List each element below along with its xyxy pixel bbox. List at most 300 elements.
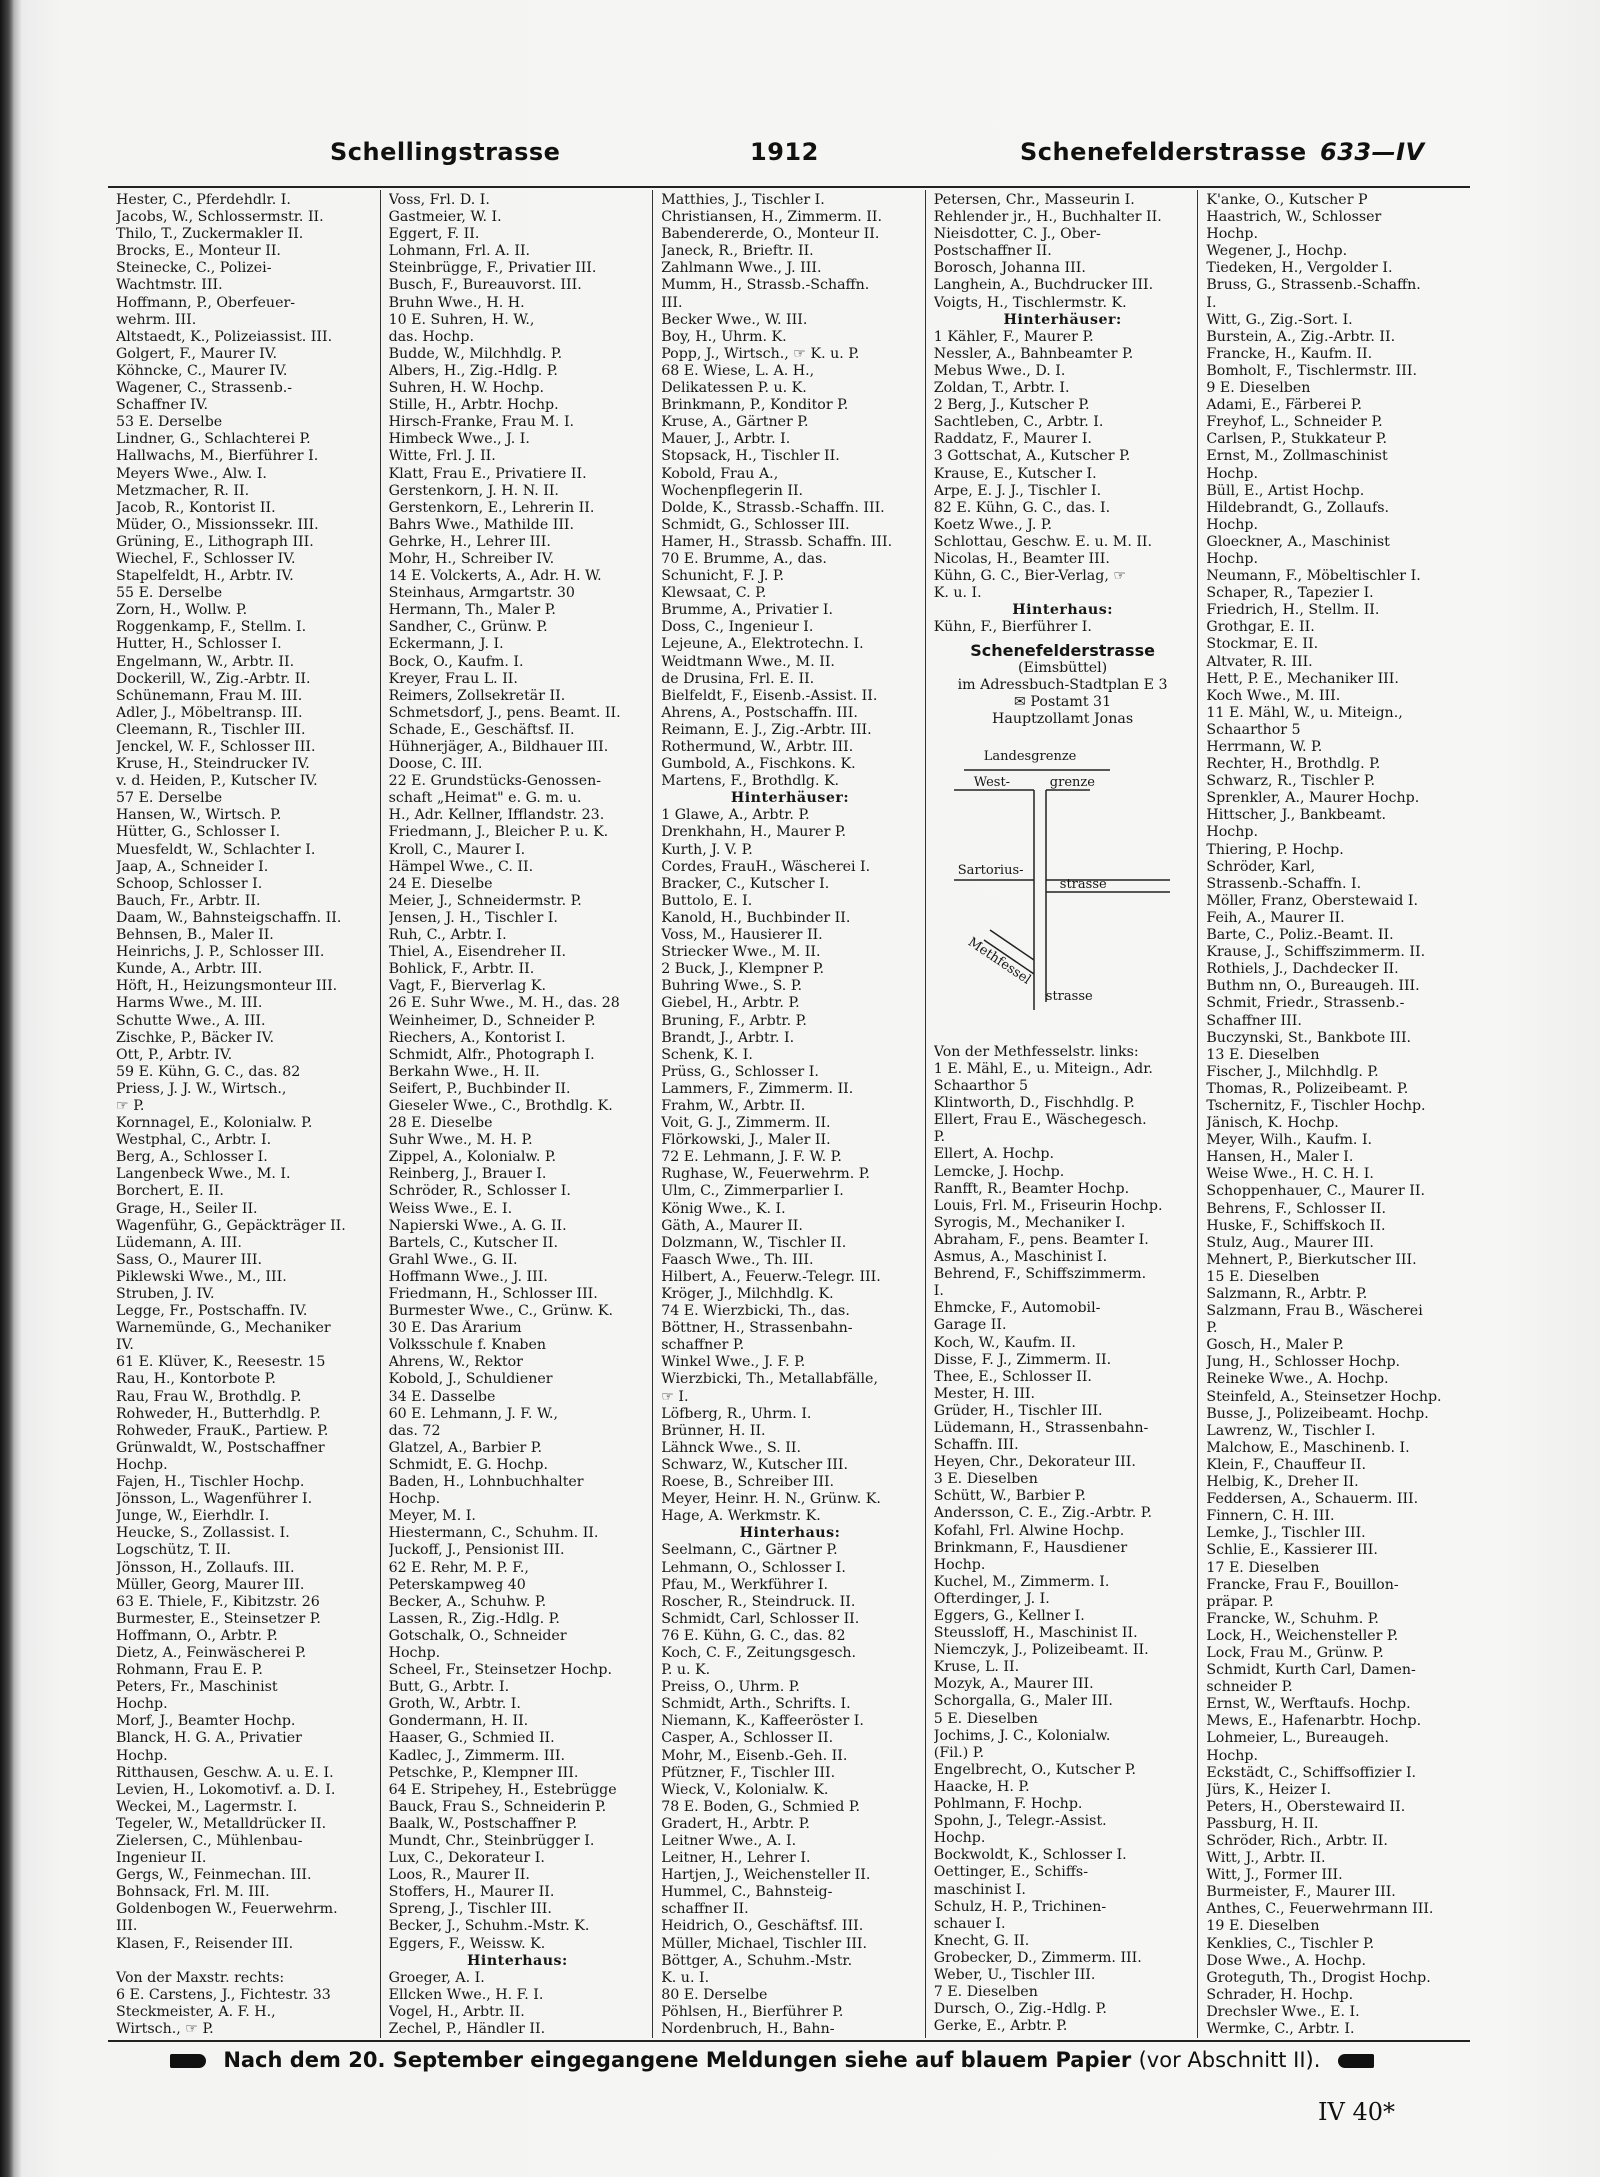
directory-entry: Witt, G., Zig.-Sort. I. [1206,311,1353,328]
street-section-entries [934,1044,1192,2035]
directory-entry: Barte, C., Poliz.-Beamt. II. [1206,927,1394,944]
directory-entry: Ahrens, A., Postschaffn. III. [661,704,858,721]
directory-entry: maschinist I. [933,1881,1026,1898]
directory-entry: Asmus, A., Maschinist I. [933,1249,1108,1266]
directory-entry: Leitner, H., Lehrer I. [661,1850,811,1867]
directory-entry: Feddersen, A., Schauerm. III. [1206,1491,1419,1508]
directory-entry: Freyhof, L., Schneider P. [1206,414,1383,431]
directory-entry: Wieck, V., Kolonialw. K. [661,1781,829,1798]
directory-entry: Goldenbogen W., Feuerwehrm. [116,1901,338,1918]
column-4 [925,190,1198,2038]
directory-entry: Pfau, M., Werkführer I. [661,1576,828,1593]
directory-entry: Kanold, H., Buchbinder II. [661,909,851,926]
directory-entry: Francke, H., Kaufm. II. [1206,345,1373,362]
directory-entry: Rechter, H., Brothdlg. P. [1206,756,1381,773]
directory-entry: Becker, A., Schuhw. P. [388,1593,547,1610]
directory-entry: Löfberg, R., Uhrm. I. [661,1405,812,1422]
header-street-left: Schellingstrasse [330,138,561,166]
directory-entry: Schmidt, Kurth Carl, Damen- [1206,1662,1416,1679]
directory-entry: P. [1206,1320,1218,1337]
directory-entry: Flörkowski, J., Maler II. [661,1132,831,1149]
directory-entry: Müder, O., Missionssekr. III. [116,516,319,533]
directory-entry: Riechers, A., Kontorist I. [388,1029,566,1046]
directory-entry: Kühn, F., Bierführer I. [933,619,1092,636]
directory-entry: Friedrich, H., Stellm. II. [1206,602,1380,619]
directory-entry: 10 E. Suhren, H. W., [388,311,535,328]
directory-entry: Kröger, J., Milchhdlg. K. [661,1286,834,1302]
directory-entry: Gerstenkorn, E., Lehrerin II. [388,499,595,516]
directory-entry: Tiedeken, H., Vergolder I. [1206,260,1393,277]
directory-entry: Mozyk, A., Maurer III. [933,1676,1094,1693]
directory-entry: Kadlec, J., Zimmerm. III. [388,1747,566,1764]
map-label-strasse-b: strasse [1045,988,1093,1004]
directory-entry: Striecker Wwe., M. II. [661,944,821,961]
directory-entry: Hinterhäuser: [1003,311,1122,328]
directory-entry: Roggenkamp, F., Stellm. I. [116,619,307,636]
directory-entry: Becker, J., Schuhm.-Mstr. K. [388,1918,590,1935]
directory-entry: Hittscher, J., Bankbeamt. [1206,807,1387,824]
directory-entry: Gotschalk, O., Schneider [388,1627,567,1644]
directory-entry: Becker Wwe., W. III. [661,311,808,328]
directory-entry: Witte, Frl. J. II. [388,448,496,465]
directory-entry: 61 E. Klüver, K., Reesestr. 15 [116,1354,326,1371]
directory-entry: Sandher, C., Grünw. P. [388,619,548,636]
directory-entry: Zischke, P., Bäcker IV. [116,1029,274,1046]
directory-entry: Hochp. [388,1491,441,1508]
directory-entry: Rohmann, Frau E. P. [116,1662,263,1679]
directory-entry: Berg, A., Schlosser I. [116,1149,268,1166]
directory-entry: Grahl Wwe., G. II. [388,1251,518,1268]
directory-entry: Spreng, J., Tischler III. [388,1901,552,1918]
directory-entry: Pöhlsen, H., Bierführer P. [661,2003,844,2020]
directory-entry: Brocks, E., Monteur II. [116,243,281,260]
directory-entry: Lawrenz, W., Tischler I. [1206,1422,1376,1439]
directory-entry: Krause, J., Schiffszimmerm. II. [1206,944,1426,961]
directory-entry: Dursch, O., Zig.-Hdlg. P. [933,2001,1107,2018]
directory-entry: Himbeck Wwe., J. I. [388,431,530,448]
directory-entry: Hochp. [1206,516,1258,533]
directory-entry: Ernst, M., Zollmaschinist [1206,448,1388,465]
directory-entry: Reimers, Zollsekretär II. [388,687,566,704]
directory-entry: Von der Methfesselstr. links: [933,1043,1139,1060]
directory-entry: Dolzmann, W., Tischler II. [661,1234,847,1251]
directory-entry: Roese, B., Schreiber III. [661,1474,835,1491]
directory-entry: 82 E. Kühn, G. C., das. I. [933,499,1111,516]
directory-entry: Höft, H., Heizungsmonteur III. [116,978,338,995]
directory-entry: Bohlick, F., Arbtr. II. [388,961,535,978]
map-label-strasse-a: strasse [1059,876,1107,892]
pointing-hand-icon [170,2054,206,2068]
directory-entry: Nieisdotter, C. J., Ober- [933,226,1101,243]
directory-entry: Ulm, C., Zimmerparlier I. [661,1183,844,1200]
directory-entry: Hansen, W., Wirtsch. P. [116,807,282,824]
directory-entry: Jochims, J. C., Kolonialw. [933,1727,1111,1744]
column-5 [1197,190,1470,2038]
directory-entry: Delikatessen P. u. K. [661,380,807,397]
directory-entry: Heidrich, O., Geschäftsf. III. [661,1918,864,1935]
directory-entry: Hochp. [933,1830,986,1847]
directory-entry: H., Adr. Kellner, Ifflandstr. 23. [388,807,605,824]
directory-entry: Malchow, E., Maschinenb. I. [1206,1439,1410,1456]
directory-entry: Jänisch, K. Hochp. [1206,1115,1339,1132]
directory-entry: Gieseler Wwe., C., Brothdlg. K. [388,1097,613,1114]
directory-entry: Behnsen, B., Maler II. [116,927,274,944]
directory-entry: Koch, W., Kaufm. II. [933,1334,1076,1351]
directory-entry: Petschke, P., Klempner III. [388,1764,579,1781]
directory-entry: Schröder, R., Schlosser I. [388,1183,571,1200]
directory-entry: Hinterhaus: [739,1525,841,1542]
directory-entry: Struben, J. IV. [116,1286,215,1302]
directory-entry: Napierski Wwe., A. G. II. [388,1217,567,1234]
directory-entry: Francke, W., Schuhm. P. [1206,1610,1379,1627]
directory-entry: Brinkmann, F., Hausdiener [933,1539,1128,1556]
directory-entry: Koch, C. F., Zeitungsgesch. [661,1644,857,1661]
directory-entry: Groeger, A. I. [388,1969,485,1986]
directory-entry: Drenkhahn, H., Maurer P. [661,824,847,841]
directory-entry: Adler, J., Möbeltransp. III. [116,704,303,721]
directory-entry: 3 E. Dieselben [933,1471,1038,1488]
directory-entry: III. [116,1918,138,1935]
directory-entry: Hinterhaus: [467,1952,568,1969]
directory-entry: Berkahn Wwe., H. II. [388,1063,540,1080]
street-section-title: Schenefelderstrasse [970,641,1155,661]
directory-entry: Lassen, R., Zig.-Hdlg. P. [388,1610,560,1627]
directory-entry: Klintworth, D., Fischhdlg. P. [933,1095,1135,1112]
directory-entry: Kobold, J., Schuldiener [388,1371,553,1388]
directory-entry: schauer I. [933,1915,1006,1932]
directory-entry: Blanck, H. G. A., Privatier [116,1730,302,1747]
directory-entry: Schmidt, E. G. Hochp. [388,1456,549,1473]
directory-entry: Hett, P. E., Mechaniker III. [1206,670,1399,687]
directory-entry: Bohnsack, Frl. M. III. [116,1884,270,1901]
directory-entry: 13 E. Dieselben [1206,1046,1320,1063]
directory-entry: Hoffmann Wwe., J. III. [388,1268,548,1285]
directory-entry: Lehmann, O., Schlosser I. [661,1559,846,1576]
directory-entry: Voigts, H., Tischlermstr. K. [933,294,1127,311]
directory-entry: Heucke, S., Zollassist. I. [116,1525,290,1542]
directory-entry: schneider P. [1206,1679,1293,1696]
directory-entry: Feih, A., Maurer II. [1206,909,1345,926]
directory-entry: Eckermann, J. I. [388,636,504,653]
directory-entry: Groteguth, Th., Drogist Hochp. [1206,1969,1431,1986]
directory-entry: Oettinger, E., Schiffs- [933,1864,1088,1881]
directory-entry: Cleemann, R., Tischler III. [116,721,306,738]
directory-entry: Zechel, P., Händler II. [388,2021,546,2038]
directory-entry: Groth, W., Arbtr. I. [388,1696,521,1713]
directory-entry: Engelmann, W., Arbtr. II. [116,653,295,670]
directory-entry: Vagt, F., Bierverlag K. [388,978,546,995]
directory-entry: Jacob, R., Kontorist II. [116,499,276,516]
directory-entry: Dose Wwe., A. Hochp. [1206,1952,1366,1969]
directory-entry: 1 Kähler, F., Maurer P. [933,328,1094,345]
directory-entry: Mohr, H., Schreiber IV. [388,550,555,567]
directory-entry: Peterskampweg 40 [388,1576,526,1593]
directory-entry: Pfützner, F., Tischler III. [661,1764,836,1781]
directory-entry: Burstein, A., Zig.-Arbtr. II. [1206,328,1396,345]
directory-entry: Kühn, G. C., Bier-Verlag, ☞ [933,568,1127,585]
directory-entry: Kofahl, Frl. Alwine Hochp. [933,1522,1125,1539]
directory-entry: Daam, W., Bahnsteigschaffn. II. [116,909,342,926]
directory-entry: Thiering, P. Hochp. [1206,841,1344,858]
directory-entry: Rau, Frau W., Brothdlg. P. [116,1388,302,1405]
directory-entry: 24 E. Dieselbe [388,875,493,892]
directory-entry: Rothermund, W., Arbtr. III. [661,739,854,755]
directory-entry: Levien, H., Lokomotivf. a. D. I. [116,1781,336,1798]
directory-entry: Lüdemann, H., Strassenbahn- [933,1419,1149,1436]
directory-entry: Mohr, M., Eisenb.-Geh. II. [661,1747,848,1764]
directory-entry: Thee, E., Schlosser II. [933,1368,1092,1385]
directory-entry: Wochenpflegerin II. [661,482,804,499]
street-postamt: ✉ Postamt 31 [1014,693,1112,710]
directory-entry: Hochp. [933,1556,986,1573]
directory-entry: Klatt, Frau E., Privatiere II. [388,465,587,482]
directory-entry: Bauck, Frau S., Schneiderin P. [388,1798,607,1815]
directory-entry: 80 E. Derselbe [661,1986,768,2003]
directory-entry: Frahm, W., Arbtr. II. [661,1097,806,1114]
directory-entry: Bahrs Wwe., Mathilde III. [388,516,575,533]
directory-entry: Bruss, G., Strassenb.-Schaffn. [1206,277,1421,294]
directory-entry: Lähnck Wwe., S. II. [661,1439,801,1456]
map-label-landesgrenze: Landesgrenze [983,748,1077,764]
directory-entry: Metzmacher, R. II. [116,482,250,499]
directory-entry: Schaarthor 5 [933,1078,1028,1095]
directory-entry: Wermke, C., Arbtr. I. [1206,2021,1355,2038]
directory-entry: Spohn, J., Telegr.-Assist. [933,1813,1107,1830]
directory-entry: Bock, O., Kaufm. I. [388,653,524,670]
directory-entry: Knecht, G. II. [933,1932,1030,1949]
directory-entry: Grünwaldt, W., Postschaffner [116,1439,325,1456]
directory-entry: Giebel, H., Arbtr. P. [661,995,800,1012]
directory-entry: Lohmeier, L., Bureaugeh. [1206,1730,1389,1747]
directory-entry: Ott, P., Arbtr. IV. [116,1046,233,1063]
directory-entry: Muesfeldt, W., Schlachter I. [116,841,316,858]
directory-entry: 78 E. Boden, G., Schmied P. [661,1798,861,1815]
directory-entry: Reimann, E. J., Zig.-Arbtr. III. [661,721,872,738]
directory-entry: Steussloff, H., Maschinist II. [933,1625,1138,1642]
directory-entry: Meier, J., Schneidermstr. P. [388,892,582,909]
directory-entry: Rohweder, FrauK., Partiew. P. [116,1422,329,1439]
directory-entry: Heyen, Chr., Dekorateur III. [933,1454,1136,1471]
directory-entry: Roscher, R., Steindruck. II. [661,1593,856,1610]
directory-entry: Piklewski Wwe., M., III. [116,1268,287,1285]
directory-entry: Stille, H., Arbtr. Hochp. [388,397,559,414]
directory-entry: Rau, H., Kontorbote P. [116,1371,276,1388]
directory-entry: Rothiels, J., Dachdecker II. [1206,961,1399,978]
directory-entry: Wegener, J., Hochp. [1206,243,1348,260]
directory-entry: Rughase, W., Feuerwehrm. P. [661,1166,870,1183]
directory-entry: Voit, G. J., Zimmerm. II. [661,1115,831,1132]
directory-entry: Witt, J., Former III. [1206,1867,1343,1884]
directory-entry: Haastrich, W., Schlosser [1206,209,1382,226]
directory-entry: Gäth, A., Maurer II. [661,1217,803,1234]
directory-entry: Ahrens, W., Rektor [388,1354,523,1371]
directory-entry: 5 E. Dieselben [933,1710,1038,1727]
street-map [934,734,1192,1034]
directory-entry: Ruh, C., Arbtr. I. [388,927,507,944]
directory-entry: Mauer, J., Arbtr. I. [661,431,791,448]
directory-entry: Meyer, Wilh., Kaufm. I. [1206,1132,1373,1149]
directory-entry: Witt, J., Arbtr. II. [1206,1850,1326,1867]
directory-entry: Ellert, Frau E., Wäschegesch. [933,1112,1147,1129]
directory-entry: Schlie, E., Kassierer III. [1206,1542,1378,1559]
directory-entry: Schmidt, Alfr., Photograph I. [388,1046,595,1063]
directory-entry: Hage, A. Werkmstr. K. [661,1508,821,1525]
directory-entry: Schröder, Karl, [1206,858,1316,875]
directory-entry: (Fil.) P. [933,1744,984,1761]
directory-entry: Kuchel, M., Zimmerm. I. [933,1573,1110,1590]
directory-entry: Lux, C., Dekorateur I. [388,1850,545,1867]
directory-entry: Schwarz, W., Kutscher III. [661,1456,848,1473]
directory-entry: Kornnagel, E., Kolonialw. P. [116,1115,313,1132]
directory-entry: Borosch, Johanna III. [933,260,1086,277]
directory-entry: Lejeune, A., Elektrotechn. I. [661,636,864,653]
directory-entry: Junge, W., Eierhdlr. I. [116,1508,270,1525]
directory-entry: Hochp. [116,1747,168,1764]
directory-entry: Grothgar, E. II. [1206,619,1315,636]
directory-entry: Winkel Wwe., J. F. P. [661,1354,806,1371]
directory-entry: Mews, E., Hafenarbtr. Hochp. [1206,1713,1422,1730]
directory-entry: Heinrichs, J. P., Schlosser III. [116,944,325,961]
directory-entry: Niemczyk, J., Polizeibeamt. II. [933,1642,1149,1659]
directory-entry [116,1953,374,1970]
directory-entry: Strassenb.-Schaffn. I. [1206,875,1362,892]
map-label-west: West- [973,774,1011,790]
directory-entry: Zahlmann Wwe., J. III. [661,260,822,277]
directory-entry: Stopsack, H., Tischler II. [661,448,840,465]
directory-entry: Busch, F., Bureauvorst. III. [388,277,582,294]
directory-entry: Grobecker, D., Zimmerm. III. [933,1949,1142,1966]
directory-entry: Stapelfeldt, H., Arbtr. IV. [116,568,294,585]
directory-entry: König Wwe., K. I. [661,1200,786,1217]
directory-entry: Von der Maxstr. rechts: [116,1969,285,1986]
directory-entry: Burmester, E., Steinsetzer P. [116,1610,321,1627]
directory-entry: Boy, H., Uhrm. K. [661,328,787,345]
directory-entry: Adami, E., Färberei P. [1206,397,1363,414]
directory-entry: 6 E. Carstens, J., Fichtestr. 33 [116,1986,331,2003]
directory-entry: Schaper, R., Tapezier I. [1206,585,1374,602]
directory-entry: Schröder, Rich., Arbtr. II. [1206,1833,1388,1849]
directory-entry: Legge, Fr., Postschaffn. IV. [116,1303,308,1320]
directory-entry: P. [933,1129,945,1146]
directory-entry: Kruse, H., Steindrucker IV. [116,756,310,773]
directory-entry: 15 E. Dieselben [1206,1268,1320,1285]
directory-entry: Ingenieur II. [116,1850,207,1867]
directory-entry: Ellcken Wwe., H. F. I. [388,1986,544,2003]
directory-entry: Drechsler Wwe., E. I. [1206,2003,1360,2020]
directory-entry: Kroll, C., Maurer I. [388,841,526,858]
directory-entry: Eggers, G., Kellner I. [933,1608,1085,1624]
directory-entry: Steckmeister, A. F. H., [116,2003,276,2020]
directory-entry: Reineke Wwe., A. Hochp. [1206,1371,1389,1388]
directory-entry: Dolde, K., Strassb.-Schaffn. III. [661,499,885,516]
directory-entry: Lammers, F., Zimmerm. II. [661,1080,854,1097]
directory-entry: schaft „Heimat" e. G. m. u. [388,790,582,807]
directory-entry: Janeck, R., Brieftr. II. [661,243,814,260]
directory-entry: Eggers, F., Weissw. K. [388,1935,546,1952]
directory-entry: Lemcke, J. Hochp. [933,1163,1065,1180]
directory-entry: Hütter, G., Schlosser I. [116,824,281,841]
directory-entry: präpar. P. [1206,1593,1274,1610]
directory-entry: Hallwachs, M., Bierführer I. [116,448,319,465]
directory-entry: Priess, J. J. W., Wirtsch., [116,1080,287,1097]
directory-entry: de Drusina, Frl. E. II. [661,670,815,687]
directory-entry: Francke, Frau F., Bouillon- [1206,1576,1399,1593]
directory-entry: 74 E. Wierzbicki, Th., das. [661,1303,850,1320]
directory-entry: Hinterhäuser: [730,790,850,807]
directory-entry: Leitner Wwe., A. I. [661,1833,797,1849]
directory-entry: Schoop, Schlosser I. [116,875,263,892]
directory-entry: 17 E. Dieselben [1206,1559,1320,1576]
directory-entry: Dietz, A., Feinwäscherei P. [116,1644,307,1661]
directory-entry: III. [661,294,683,311]
directory-entry: Stulz, Aug., Maurer III. [1206,1234,1374,1251]
directory-entry: Zorn, H., Wollw. P. [116,602,248,619]
directory-entry: Butt, G., Arbtr. I. [388,1679,510,1696]
directory-entry: Mumm, H., Strassb.-Schaffn. [661,277,870,294]
directory-entry: Pohlmann, F. Hochp. [933,1796,1083,1813]
directory-entry: Thilo, T., Zuckermakler II. [116,226,304,243]
directory-entry: 11 E. Mähl, W., u. Miteign., [1206,704,1403,721]
directory-entry: Kruse, L. II. [933,1659,1020,1676]
directory-entry: Altvater, R. III. [1206,653,1313,670]
street-district: (Eimsbüttel) [1017,659,1108,676]
street-plan-ref: im Adressbuch-Stadtplan E 3 [957,676,1168,693]
directory-entry: Wagener, C., Strassenb.- [116,380,293,397]
directory-entry: Tegeler, W., Metalldrücker II. [116,1815,327,1832]
directory-entry: Hochp. [1206,550,1258,567]
directory-entry: Weinheimer, D., Schneider P. [388,1012,596,1029]
directory-entry: Jönsson, H., Zollaufs. III. [116,1559,295,1576]
directory-entry: Meyer, M. I. [388,1508,476,1525]
directory-entry: Hochp. [1206,1747,1258,1764]
directory-entry: Hirsch-Franke, Frau M. I. [388,414,575,431]
directory-entry: 28 E. Dieselbe [388,1115,493,1132]
directory-entry: Voss, M., Hausierer II. [661,927,823,944]
directory-entry: Ernst, W., Werftaufs. Hochp. [1206,1696,1411,1713]
directory-entry: Bauch, Fr., Arbtr. II. [116,892,261,909]
page-header [330,132,1490,174]
directory-entry: Klein, F., Chauffeur II. [1206,1456,1366,1473]
directory-entry: Wagenführ, G., Gepäckträger II. [116,1217,346,1234]
directory-entry: Zippel, A., Kolonialw. P. [388,1149,557,1166]
directory-entry: Jaap, A., Schneider I. [116,858,269,875]
directory-entry: Thiel, A., Eisendreher II. [388,944,566,961]
directory-entry: Voss, Frl. D. I. [388,192,490,208]
directory-entry: Buttolo, E. I. [661,892,753,909]
directory-entry: 68 E. Wiese, L. A. H., [661,362,815,379]
directory-entry: Andersson, C. E., Zig.-Arbtr. P. [933,1505,1152,1522]
directory-entry: Kruse, A., Gärtner P. [661,414,809,431]
directory-entry: Golgert, F., Maurer IV. [116,345,278,362]
directory-entry: Schoppenhauer, C., Maurer II. [1206,1183,1425,1200]
directory-entry: Koetz Wwe., J. P. [933,516,1053,533]
directory-entry: Carlsen, P., Stukkateur P. [1206,431,1387,448]
directory-entry: Schrader, H. Hochp. [1206,1986,1354,2003]
directory-entry: Langenbeck Wwe., M. I. [116,1166,291,1183]
directory-entry: Abraham, F., pens. Beamter I. [933,1231,1149,1248]
directory-entry: Doose, C. III. [388,756,483,773]
directory-entry: Postschaffner II. [933,243,1052,260]
directory-entry: Steinbrügge, F., Privatier III. [388,260,597,277]
directory-entry: Hinterhaus: [1012,602,1113,619]
directory-entry: schaffner P. [661,1337,745,1354]
directory-entry: Schaffner IV. [116,397,209,414]
directory-entry: Jung, H., Schlosser Hochp. [1206,1354,1401,1371]
directory-entry: Ehmcke, F., Automobil- [933,1300,1101,1317]
directory-entry: Arpe, E. J. J., Tischler I. [933,482,1102,499]
directory-entry: Wachtmstr. III. [116,277,223,294]
directory-entry: Klasen, F., Reisender III. [116,1935,294,1952]
